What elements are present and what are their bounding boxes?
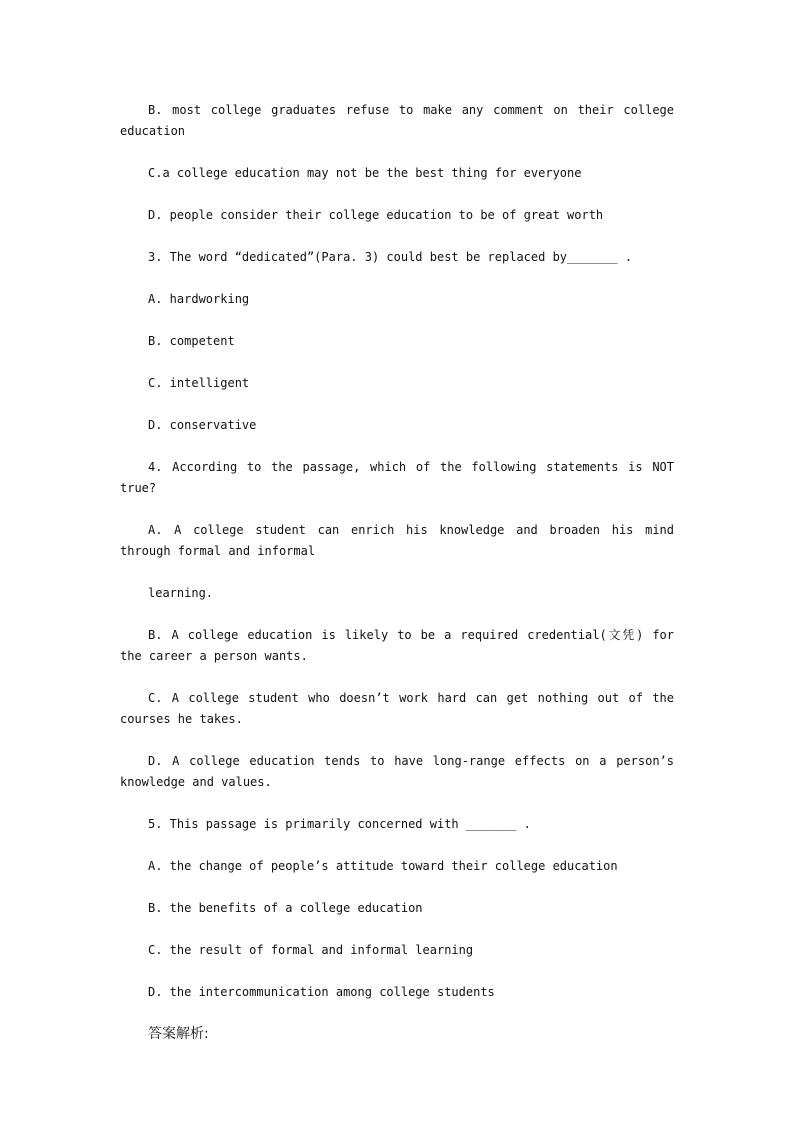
document-body <box>120 100 674 1045</box>
q3-option-a: A. hardworking <box>148 292 250 306</box>
q2-option-b: B. most college graduates refuse to make any comment on their college education <box>120 103 674 138</box>
q4-option-d: D. A college education tends to have long-range effects on a person’s knowledge and values. <box>120 754 674 789</box>
question-3: 3. The word “dedicated”(Para. 3) could best be replaced by_______ . <box>148 250 633 264</box>
answer-analysis-heading: 答案解析: <box>148 1026 209 1042</box>
q5-option-a: A. the change of people’s attitude toward their college education <box>148 859 618 873</box>
q5-option-d: D. the intercommunication among college students <box>148 985 495 999</box>
q3-option-c: C. intelligent <box>148 376 250 390</box>
q5-option-b: B. the benefits of a college education <box>148 901 423 915</box>
q4-option-a: A. A college student can enrich his knowledge and broaden his mind through formal and informal <box>120 523 674 558</box>
question-5: 5. This passage is primarily concerned with _______ . <box>148 817 531 831</box>
question-4: 4. According to the passage, which of the following statements is NOT true? <box>120 460 674 495</box>
q3-option-d: D. conservative <box>148 418 257 432</box>
q5-option-c: C. the result of formal and informal learning <box>148 943 474 957</box>
q2-option-d: D. people consider their college education to be of great worth <box>148 208 604 222</box>
q4-option-b: B. A college education is likely to be a required credential(文凭) for the career a person wants. <box>120 628 674 663</box>
q3-option-b: B. competent <box>148 334 235 348</box>
q4-option-c: C. A college student who doesn’t work hard can get nothing out of the courses he takes. <box>120 691 674 726</box>
q2-option-c: C.a college education may not be the best thing for everyone <box>148 166 582 180</box>
q4-option-a-continued: learning. <box>148 586 214 600</box>
